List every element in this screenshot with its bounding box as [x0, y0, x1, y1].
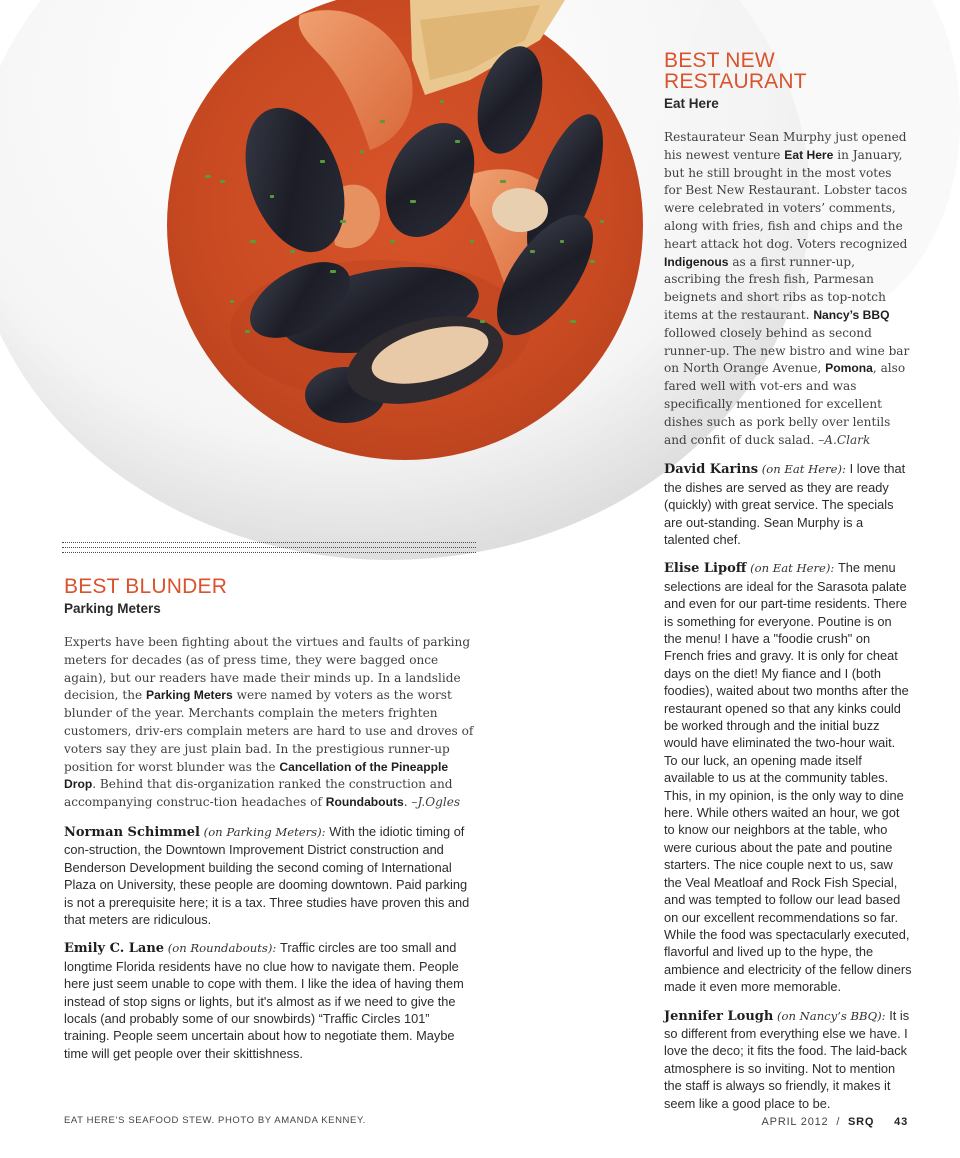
article-text — [64, 634, 476, 812]
commenter-name: Elise Lipoff — [664, 561, 747, 577]
commenter-name: Jennifer Lough — [664, 1008, 774, 1024]
article-segment: , also fared well with vot-ers and was specifically mentioned for excellent dishes such as pork belly over lentils and confit of duck salad. — [664, 361, 906, 447]
highlighted-name: Parking Meters — [146, 688, 233, 703]
section-heading: BEST NEW RESTAURANT — [664, 49, 807, 93]
author-byline: –A.Clark — [818, 432, 871, 447]
reader-comment — [664, 1007, 912, 1112]
dotted-divider — [62, 542, 476, 543]
folio — [762, 1116, 908, 1128]
dotted-divider — [62, 552, 476, 553]
article-segment: were named by voters as the worst blunder of the year. Merchants complain the meters frighten customers, driv-ers complain meters are hard to use and droves of voters say they are just plain bad. In the prestigious runner-up position for worst blunder was the — [64, 688, 474, 774]
article-segment: in January, but he still brought in the most votes for Best New Restaurant. Lobster tacos were celebrated in voters’ comments, along with fries, fish and chips and the heart attack hot dog. Voters recognized — [664, 147, 908, 251]
page-number: 43 — [894, 1116, 908, 1128]
reader-comments — [664, 460, 912, 1112]
highlighted-name: Cancellation of the Pineapple Drop — [64, 759, 449, 792]
comment-text: It is so different from everything else we have. I love the deco; it fits the food. The laid-back atmosphere is so inviting. Not to mention the staff is always so friendly, it makes it seem like a good place to be. — [664, 1007, 910, 1111]
magazine-name: SRQ — [848, 1116, 875, 1128]
comment-text: With the idiotic timing of con-struction, the Downtown Improvement District construction and Benderson Development building the second coming of International Plaza on University, these people are dooming downtown. Paid parking is not a prerequisite here; it is a tax. Three studies have proven this and that meters are ridiculous. — [64, 823, 470, 927]
author-byline: –J.Ogles — [411, 795, 461, 810]
article-segment: . — [403, 795, 412, 810]
article-segment: . Behind that dis-organization ranked the construction and accompanying construc-tion headaches of — [64, 777, 453, 810]
commenter-name: Emily C. Lane — [64, 941, 165, 957]
comment-subject: (on Eat Here): — [746, 561, 838, 576]
commenter-name: David Karins — [664, 462, 759, 478]
dotted-divider — [62, 547, 476, 548]
highlighted-name: Indigenous — [664, 254, 729, 269]
reader-comments — [64, 823, 476, 1062]
comment-text: The menu selections are ideal for the Sarasota palate and even for our part-time residents. There is something for everyone. Poutine is on the menu! I have a "foodie crush" on French fries and gravy. It is only for cheat days on the diet! My fiance and I (both foodies), waited about two months after the restaurant opened so that any kinks could be worked through and the initial buzz would have eliminated the two-hour wait. To our luck, an opening made itself available to us at the community tables. This, in my opinion, is the only way to dine here. While others waited an hour, we got to know our neighbors at the table, who were curious about the pate and poutine starters. The nice couple next to us, saw the Veal Meatloaf and Rock Fish Special, and was tempted to follow our lead based on our excellent recommendations so far. While the food was spectacularly executed, flavorful and lived up to the hype, the ambience and electricity of the fellow diners made it even more memorable. — [664, 560, 912, 995]
comment-text: Traffic circles are too small and longtime Florida residents have no clue how to navigate them. People here just seem unable to cope with them. I like the idea of having them instead of stop signs or lights, but it's almost as if we need to give the locals (and probably some of our snowbirds) “Traffic Circles 101” training. People seem uncertain about how to negotiate them. Maybe time will get people over their skittishness. — [64, 940, 464, 1061]
comment-subject: (on Eat Here): — [758, 462, 850, 477]
comment-subject: (on Parking Meters): — [199, 824, 330, 839]
reader-comment — [64, 939, 476, 1062]
comment-subject: (on Roundabouts): — [164, 941, 280, 956]
article-segment: Experts have been fighting about the virtues and faults of parking meters for decades (as of press time, they were bagged once again), but our readers have made their minds up. In a landslide decision, the — [64, 635, 471, 703]
highlighted-name: Nancy’s BBQ — [813, 307, 890, 322]
comment-subject: (on Nancy’s BBQ): — [773, 1008, 890, 1023]
best-blunder-section — [64, 576, 476, 1062]
highlighted-name: Pomona — [825, 361, 873, 376]
photo-caption: EAT HERE’S SEAFOOD STEW. PHOTO BY AMANDA KENNEY. — [64, 1115, 366, 1126]
reader-comment — [64, 823, 476, 928]
article-segment: as a first runner-up, ascribing the fresh fish, Parmesan beignets and short ribs as top-notch items at the restaurant. — [664, 254, 886, 322]
highlighted-name: Roundabouts — [325, 795, 404, 810]
highlighted-name: Eat Here — [784, 147, 834, 162]
reader-comment — [664, 460, 912, 548]
issue-date: APRIL 2012 — [761, 1116, 829, 1128]
article-segment: Restaurateur Sean Murphy just opened his newest venture — [664, 130, 907, 162]
section-heading: BEST BLUNDER — [64, 575, 228, 598]
comment-text: I love that the dishes are served as they are ready (quickly) with great service. The specials are out-standing. Sean Murphy is a talented chef. — [664, 461, 906, 547]
article-text — [664, 129, 912, 449]
commenter-name: Norman Schimmel — [64, 824, 200, 840]
best-new-restaurant-section — [664, 50, 912, 1112]
winner-name: Parking Meters — [64, 601, 161, 616]
winner-name: Eat Here — [664, 96, 719, 111]
folio-separator: / — [836, 1116, 841, 1128]
article-segment: followed closely behind as second runner-up. The new bistro and wine bar on North Orange Avenue, — [664, 325, 910, 376]
reader-comment — [664, 559, 912, 995]
